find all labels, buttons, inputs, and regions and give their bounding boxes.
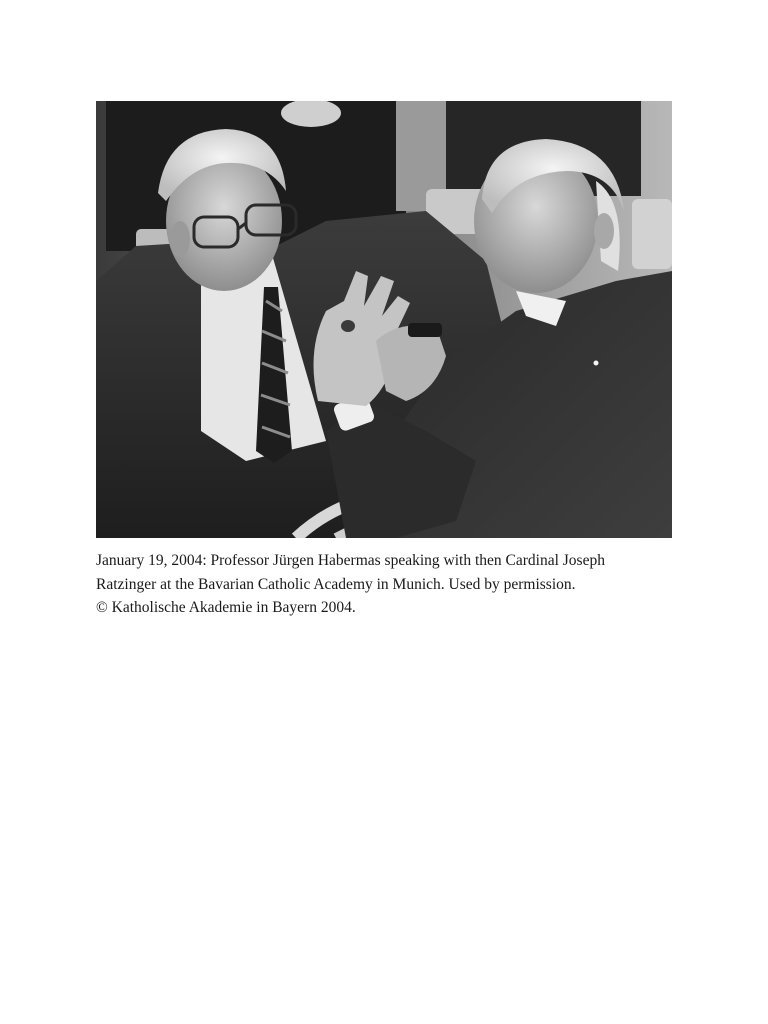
caption-line: © Katholische Akademie in Bayern 2004. — [96, 599, 356, 616]
caption-line: January 19, 2004: Professor Jürgen Habermas speaking with then Cardinal Joseph — [96, 552, 605, 569]
figure-caption — [96, 549, 676, 620]
photograph-image — [96, 101, 672, 538]
photograph — [96, 101, 672, 538]
caption-line: Ratzinger at the Bavarian Catholic Academy in Munich. Used by permission. — [96, 575, 576, 593]
